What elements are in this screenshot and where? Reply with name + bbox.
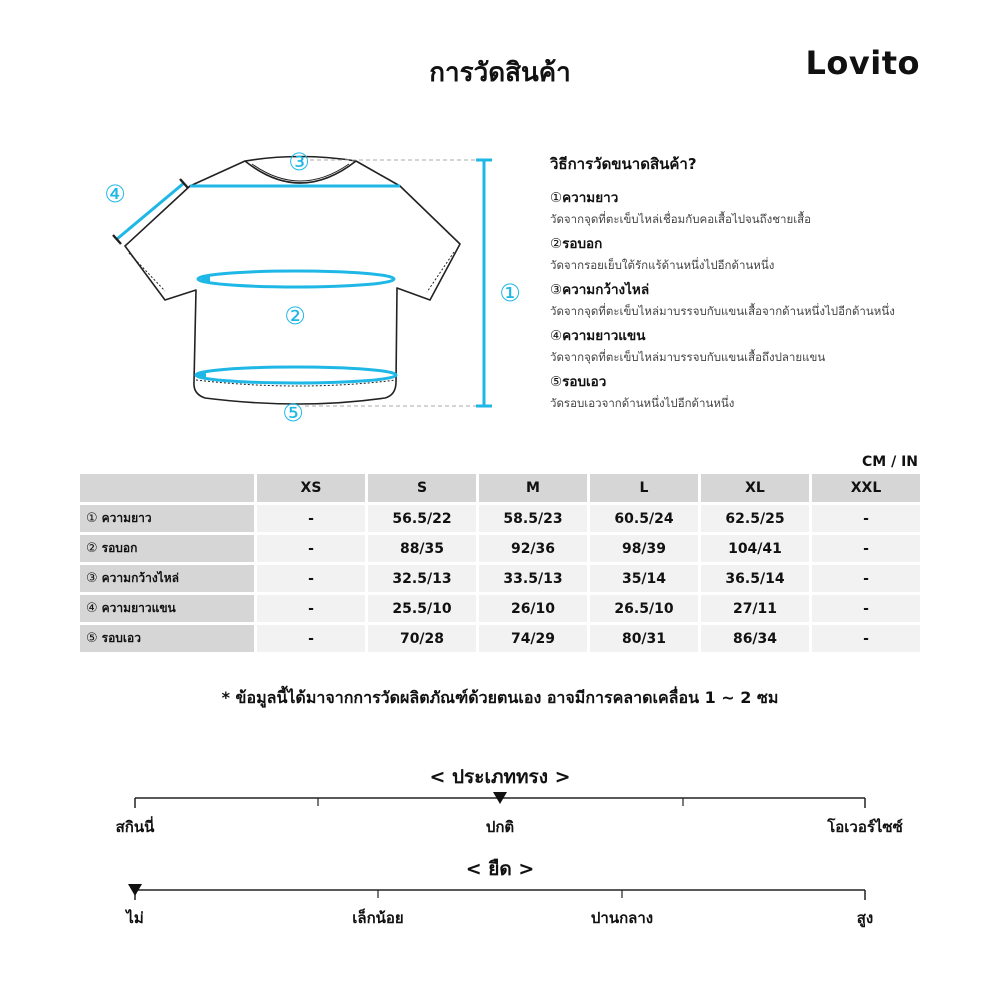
table-cell: 104/41 bbox=[701, 535, 809, 562]
howto-name: ความยาว bbox=[562, 190, 619, 206]
size-header: XL bbox=[701, 474, 809, 502]
stretch-label-slight: เล็กน้อย bbox=[352, 909, 404, 927]
howto-desc: วัดจากจุดที่ตะเข็บไหล่มาบรรจบกับแขนเสื้อถึงปลายแขน bbox=[550, 350, 826, 364]
table-cell: 74/29 bbox=[479, 625, 587, 652]
table-cell: 92/36 bbox=[479, 535, 587, 562]
marker-sleeve: ④ bbox=[104, 180, 126, 208]
table-cell: 35/14 bbox=[590, 565, 698, 592]
table-cell: 26/10 bbox=[479, 595, 587, 622]
table-cell: 98/39 bbox=[590, 535, 698, 562]
table-cell: 80/31 bbox=[590, 625, 698, 652]
table-cell: 56.5/22 bbox=[368, 505, 476, 532]
howto-desc: วัดจากจุดที่ตะเข็บไหล่มาบรรจบกับแขนเสื้อจากด้านหนึ่งไปอีกด้านหนึ่ง bbox=[550, 304, 895, 318]
size-table bbox=[77, 471, 923, 655]
table-row bbox=[80, 535, 920, 562]
marker-chest: ② bbox=[284, 302, 306, 330]
brand-logo: Lovito bbox=[805, 44, 920, 82]
table-cell: 88/35 bbox=[368, 535, 476, 562]
howto-item-waist bbox=[550, 370, 990, 413]
row-num: ① bbox=[86, 511, 98, 526]
unit-label: CM / IN bbox=[862, 454, 918, 470]
table-cell: 27/11 bbox=[701, 595, 809, 622]
table-cell: 58.5/23 bbox=[479, 505, 587, 532]
table-header-blank bbox=[80, 474, 254, 502]
howto-item-chest bbox=[550, 232, 990, 275]
table-cell: 32.5/13 bbox=[368, 565, 476, 592]
measurement-guides bbox=[117, 160, 492, 406]
table-header-row bbox=[80, 474, 920, 502]
table-row bbox=[80, 505, 920, 532]
page-title: การวัดสินค้า bbox=[429, 58, 571, 88]
table-cell: - bbox=[812, 625, 920, 652]
marker-length: ① bbox=[499, 279, 521, 307]
row-label bbox=[80, 565, 254, 592]
marker-shoulder: ③ bbox=[288, 148, 310, 176]
table-cell: - bbox=[812, 505, 920, 532]
howto-section bbox=[550, 152, 990, 416]
howto-desc: วัดจากรอยเย็บใต้รักแร้ด้านหนึ่งไปอีกด้านหนึ่ง bbox=[550, 258, 775, 272]
size-header: M bbox=[479, 474, 587, 502]
table-cell: 33.5/13 bbox=[479, 565, 587, 592]
howto-title: วิธีการวัดขนาดสินค้า? bbox=[550, 155, 697, 173]
howto-num: ① bbox=[550, 190, 563, 206]
table-cell: - bbox=[812, 595, 920, 622]
howto-num: ⑤ bbox=[550, 374, 563, 390]
table-cell: - bbox=[257, 595, 365, 622]
waist-ellipse bbox=[196, 367, 396, 383]
howto-item-length bbox=[550, 186, 990, 229]
table-cell: 26.5/10 bbox=[590, 595, 698, 622]
table-cell: - bbox=[812, 565, 920, 592]
dashed-guides bbox=[305, 160, 476, 406]
table-cell: 36.5/14 bbox=[701, 565, 809, 592]
fit-label-skinny: สกินนี่ bbox=[115, 818, 155, 836]
table-cell: - bbox=[257, 535, 365, 562]
table-cell: 25.5/10 bbox=[368, 595, 476, 622]
row-label bbox=[80, 625, 254, 652]
howto-name: ความกว้างไหล่ bbox=[562, 282, 650, 298]
row-num: ⑤ bbox=[86, 631, 98, 646]
row-label bbox=[80, 505, 254, 532]
size-header: L bbox=[590, 474, 698, 502]
table-row bbox=[80, 625, 920, 652]
stretch-label-medium: ปานกลาง bbox=[590, 909, 654, 927]
row-name: ความยาว bbox=[101, 511, 152, 525]
howto-num: ④ bbox=[550, 328, 563, 344]
row-num: ③ bbox=[86, 571, 98, 586]
row-name: รอบอก bbox=[101, 541, 138, 555]
howto-name: รอบอก bbox=[562, 236, 603, 252]
chest-ellipse bbox=[198, 271, 394, 287]
stretch-label-none: ไม่ bbox=[126, 909, 144, 927]
size-header: S bbox=[368, 474, 476, 502]
stretch-label-high: สูง bbox=[856, 909, 874, 927]
howto-item-sleeve bbox=[550, 324, 990, 367]
row-name: ความกว้างไหล่ bbox=[101, 571, 179, 585]
row-name: ความยาวแขน bbox=[101, 601, 176, 615]
howto-name: ความยาวแขน bbox=[562, 328, 646, 344]
howto-num: ③ bbox=[550, 282, 563, 298]
size-header: XXL bbox=[812, 474, 920, 502]
row-label bbox=[80, 595, 254, 622]
table-cell: - bbox=[257, 565, 365, 592]
howto-name: รอบเอว bbox=[562, 374, 607, 390]
table-cell: 62.5/25 bbox=[701, 505, 809, 532]
stretch-scale-title: < ยืด > bbox=[465, 858, 535, 880]
marker-waist: ⑤ bbox=[282, 399, 304, 427]
fit-scale-title: < ประเภททรง > bbox=[429, 766, 571, 788]
howto-desc: วัดจากจุดที่ตะเข็บไหล่เชื่อมกับคอเสื้อไปจนถึงชายเสื้อ bbox=[550, 212, 812, 226]
howto-num: ② bbox=[550, 236, 563, 252]
howto-item-shoulder bbox=[550, 278, 990, 321]
row-name: รอบเอว bbox=[101, 631, 141, 645]
row-label bbox=[80, 535, 254, 562]
size-header: XS bbox=[257, 474, 365, 502]
table-cell: - bbox=[812, 535, 920, 562]
tshirt-diagram bbox=[95, 145, 521, 427]
row-num: ② bbox=[86, 541, 98, 556]
row-num: ④ bbox=[86, 601, 98, 616]
sleeve-line bbox=[117, 183, 184, 239]
table-cell: - bbox=[257, 505, 365, 532]
fit-label-oversize: โอเวอร์ไซซ์ bbox=[827, 818, 903, 836]
measurement-note: * ข้อมูลนี้ได้มาจากการวัดผลิตภัณฑ์ด้วยตนเอง อาจมีการคลาดเคลื่อน 1 ~ 2 ซม bbox=[221, 688, 779, 707]
table-row bbox=[80, 595, 920, 622]
table-cell: 60.5/24 bbox=[590, 505, 698, 532]
table-cell: - bbox=[257, 625, 365, 652]
table-row bbox=[80, 565, 920, 592]
fit-label-regular: ปกติ bbox=[485, 818, 515, 836]
table-cell: 70/28 bbox=[368, 625, 476, 652]
howto-desc: วัดรอบเอวจากด้านหนึ่งไปอีกด้านหนึ่ง bbox=[550, 396, 735, 410]
table-cell: 86/34 bbox=[701, 625, 809, 652]
